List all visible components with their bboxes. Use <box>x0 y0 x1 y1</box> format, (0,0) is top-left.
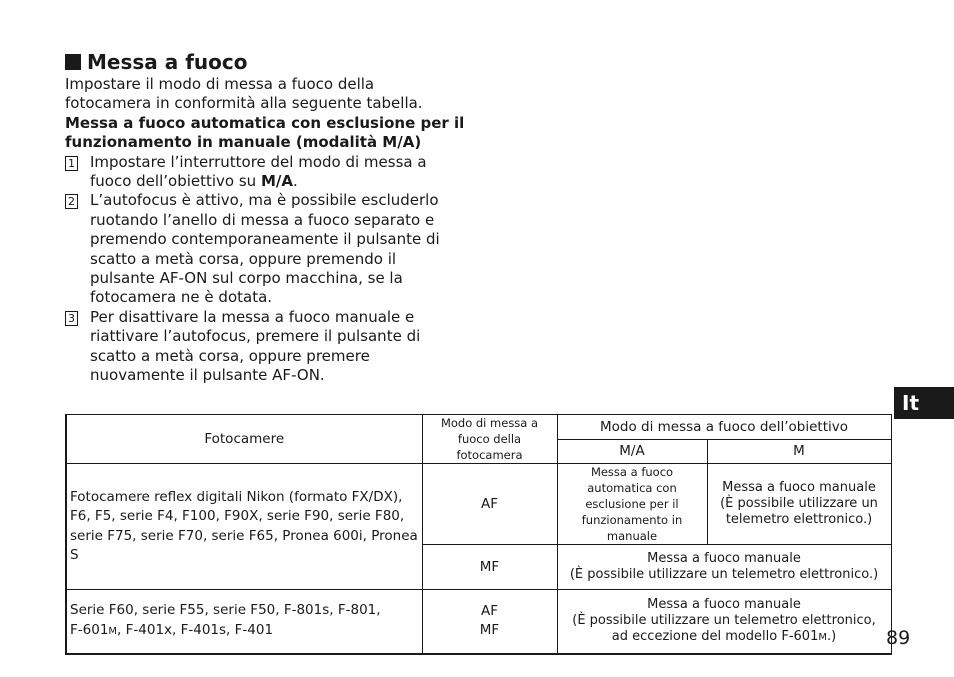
step-2 <box>65 191 465 307</box>
row1-af: AF <box>422 464 557 545</box>
section-heading <box>65 50 247 74</box>
header-ma: M/A <box>557 439 707 464</box>
step-2-text: L’autofocus è attivo, ma è possibile escluderlo ruotando l’anello di messa a fuoco separato e premendo contemporaneamente il pulsante di scatto a metà corsa, oppure premendo il pulsante AF-ON sul corpo macchina, se la fotocamera ne è dotata. <box>90 191 440 307</box>
step-1-bold: M/A <box>260 172 293 191</box>
row1-cameras: Fotocamere reflex digitali Nikon (formato FX/DX), F6, F5, serie F4, F100, F90X, serie F90, serie F80, serie F75, serie F70, serie F65, Pronea 600i, Pronea S <box>66 464 422 590</box>
step-number-1: 1 <box>65 156 78 171</box>
step-3 <box>65 308 465 386</box>
step-3-text: Per disattivare la messa a fuoco manuale e riattivare l’autofocus, premere il pulsante di scatto a metà corsa, oppure premere nuovamente il pulsante AF-ON. <box>90 307 421 385</box>
step-number-2: 2 <box>65 194 78 209</box>
page-number: 89 <box>886 627 911 649</box>
row1-af-ma-cell: Messa a fuoco automatica con esclusione per il funzionamento in manuale <box>557 464 707 545</box>
header-cameras: Fotocamere <box>66 415 422 464</box>
instructions <box>65 75 465 386</box>
header-lens-mode: Modo di messa a fuoco dell’obiettivo <box>557 415 891 440</box>
step-1: 1 Impostare l’interruttore del modo di messa a fuoco dell’obiettivo su M/A. <box>65 153 465 192</box>
row1-af-m-cell: Messa a fuoco manuale (È possibile utilizzare un telemetro elettronico.) <box>707 464 891 545</box>
header-camera-mode: Modo di messa a fuoco della fotocamera <box>422 415 557 464</box>
row2-cameras: Serie F60, serie F55, serie F50, F-801s, F-801, F-601M, F-401x, F-401s, F-401 <box>66 590 422 654</box>
square-bullet-icon <box>65 54 81 70</box>
step-1-text: Impostare l’interruttore del modo di messa a fuoco dell’obiettivo su <box>90 152 427 191</box>
row1-mf-cell: Messa a fuoco manuale (È possibile utilizzare un telemetro elettronico.) <box>557 545 891 590</box>
heading-text: Messa a fuoco <box>87 50 248 74</box>
step-number-3: 3 <box>65 311 78 326</box>
language-tab: It <box>894 387 954 419</box>
focus-mode-table <box>65 414 892 655</box>
intro-paragraph: Impostare il modo di messa a fuoco della fotocamera in conformità alla seguente tabella. <box>65 75 423 113</box>
row1-mf: MF <box>422 545 557 590</box>
subheading: Messa a fuoco automatica con esclusione per il funzionamento in manuale (modalità M/A) <box>65 113 465 152</box>
row2-modes: AF MF <box>422 590 557 654</box>
header-m: M <box>707 439 891 464</box>
row2-lens-cell: Messa a fuoco manuale (È possibile utilizzare un telemetro elettronico, ad eccezione del modello F-601M.) <box>557 590 891 654</box>
